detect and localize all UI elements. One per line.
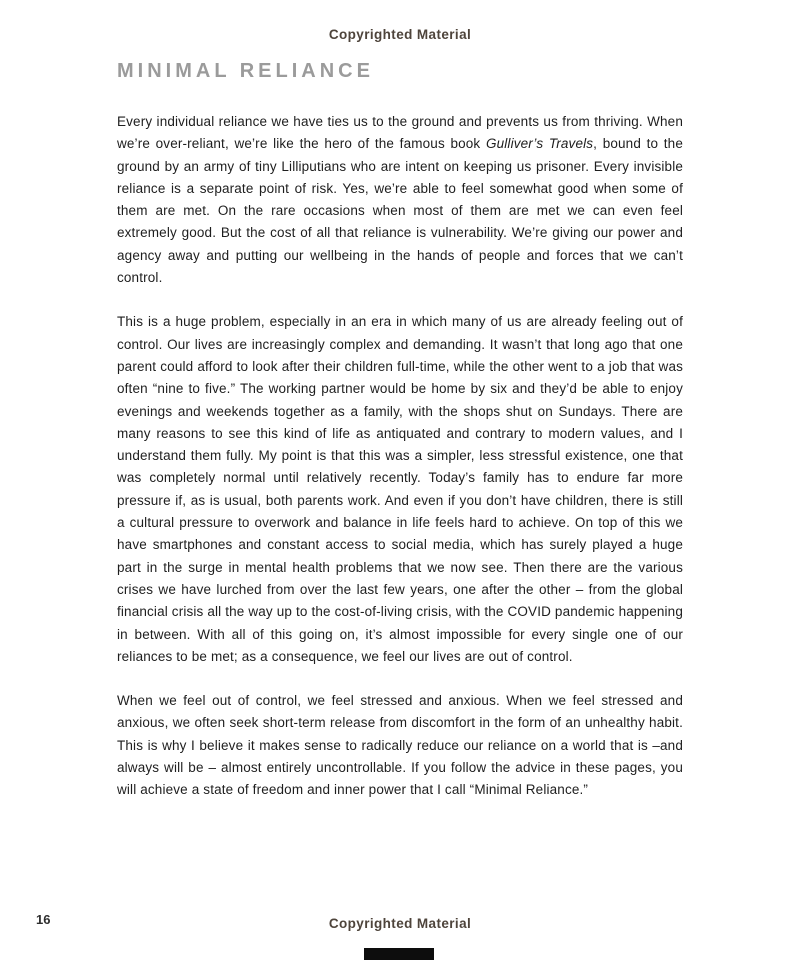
paragraph-3: When we feel out of control, we feel stressed and anxious. When we feel stressed and anxious, we often seek short-term release from discomfort in the form of an unhealthy habit. This is why I believe it makes sense to radically reduce our reliance on a world that is –and always will be – almost entirely uncontrollable. If you follow the advice in these pages, you will achieve a state of freedom and inner power that I call “Minimal Reliance.” xyxy=(117,693,683,798)
paragraph-1-rest: , bound to the ground by an army of tiny Lilliputians who are intent on keeping us prisoner. Every invisible reliance is a separate point of risk. Yes, we’re able to feel somewhat good when some of them are met. On the rare occasions when most of them are met we can even feel extremely good. But the cost of all that reliance is vulnerability. We’re giving our power and agency away and putting our wellbeing in the hands of people and forces that we can’t control. xyxy=(117,136,683,286)
page-number: 16 xyxy=(36,912,51,927)
page-body xyxy=(117,111,683,824)
book-title-italic: Gulliver’s Travels xyxy=(485,136,594,152)
copyright-notice-top: Copyrighted Material xyxy=(328,27,472,42)
copyright-notice-bottom: Copyrighted Material xyxy=(328,916,472,931)
bottom-edge-bar xyxy=(364,948,434,960)
paragraph-2: This is a huge problem, especially in an era in which many of us are already feeling out of control. Our lives are increasingly complex and demanding. It wasn’t that long ago that one parent could afford to look after their children full-time, while the other went to a job that was often “nine to five.” The working partner would be home by six and they’d be able to enjoy evenings and weekends together as a family, with the shops shut on Sundays. There are many reasons to see this kind of life as antiquated and contrary to modern values, and I understand them fully. My point is that this was a simpler, less stressful existence, one that was completely normal until relatively recently. Today’s family has to endure far more pressure if, as is usual, both parents work. And even if you don’t have children, there is still a cultural pressure to overwork and balance in life feels hard to achieve. On top of this we have smartphones and constant access to social media, which has surely played a huge part in the surge in mental health problems that we now see. Then there are the various crises we have lurched from over the last few years, one after the other – from the global financial crisis all the way up to the cost-of-living crisis, with the COVID pandemic happening in between. With all of this going on, it’s almost impossible for every single one of our reliances to be met; as a consequence, we feel our lives are out of control. xyxy=(117,314,683,664)
chapter-heading: MINIMAL RELIANCE xyxy=(117,60,374,82)
paragraph-1 xyxy=(117,111,683,289)
paragraph-1-lead: Every individual reliance we have ties us to the ground and prevents us from thriving. When we’re over-reliant, we’re like the hero of the famous book xyxy=(117,114,683,152)
